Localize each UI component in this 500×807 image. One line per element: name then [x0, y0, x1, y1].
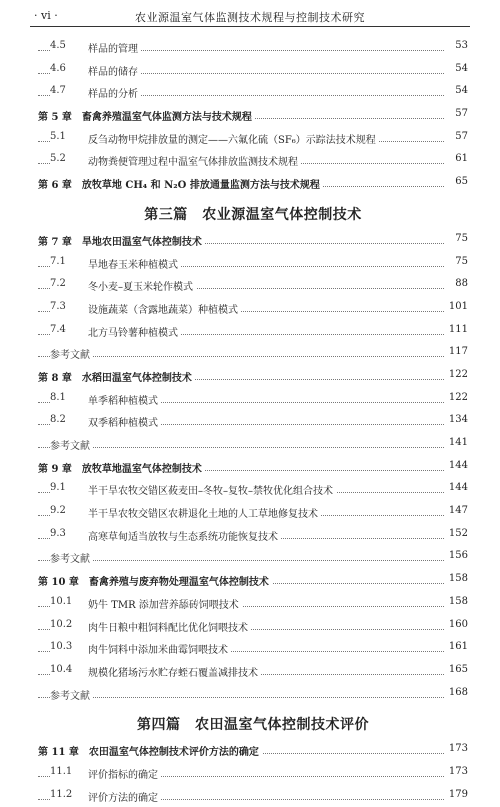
entry-number: 第 8 章 [38, 372, 72, 384]
toc-chapter-row[interactable] [38, 569, 468, 592]
toc-section-row[interactable] [38, 660, 468, 683]
entry-title: 样品的管理 [88, 44, 138, 55]
entry-number: 第 10 章 [38, 577, 79, 589]
toc-section-row[interactable] [38, 320, 468, 343]
entry-page: 165 [448, 663, 468, 675]
entry-title: 肉牛日粮中粗饲料配比优化饲喂技术 [88, 622, 248, 634]
entry-number: 9.2 [50, 505, 66, 517]
entry-page: 160 [448, 618, 468, 630]
entry-title: 畜禽养殖温室气体监测方法与技术规程 [81, 112, 252, 124]
entry-number: 第 7 章 [38, 236, 72, 248]
entry-page: 147 [448, 505, 468, 517]
toc-entry-text [50, 346, 93, 361]
toc-entry-text [38, 369, 195, 384]
leader-dots [38, 697, 444, 698]
toc-entry-text [38, 743, 262, 758]
entry-title: 设施蔬菜（含露地蔬菜）种植模式 [88, 304, 238, 316]
toc-section-row[interactable] [38, 252, 468, 275]
toc-entry-text [38, 233, 205, 248]
entry-page: 101 [448, 300, 468, 312]
entry-number: 7.2 [50, 278, 66, 290]
toc-entry-text [50, 324, 181, 339]
entry-page: 122 [448, 368, 468, 380]
entry-page: 144 [448, 459, 468, 471]
toc-entry-text [50, 40, 141, 55]
toc-reference-row[interactable] [38, 433, 468, 456]
toc-section-row[interactable] [38, 59, 468, 82]
toc-entry-text [50, 619, 251, 634]
leader-dots [38, 560, 444, 561]
toc-entry-text [38, 573, 272, 588]
running-header [30, 6, 470, 27]
toc-section-row[interactable] [38, 149, 468, 172]
leader-dots [38, 447, 444, 448]
entry-number: 7.3 [50, 300, 66, 312]
entry-page: 173 [448, 743, 468, 755]
entry-title: 动物粪便管理过程中温室气体排放监测技术规程 [88, 157, 298, 169]
entry-title: 放牧草地 CH₄ 和 N₂O 排放通量监测方法与技术规程 [81, 180, 320, 192]
toc-entry-text [50, 85, 141, 100]
entry-page: 179 [448, 788, 468, 800]
entry-number: 9.3 [50, 527, 66, 539]
toc-reference-row[interactable] [38, 546, 468, 569]
toc-section-row[interactable] [38, 592, 468, 615]
entry-title: 半干旱农牧交错区农耕退化土地的人工草地修复技术 [88, 509, 318, 521]
entry-title: 冬小麦–夏玉米轮作模式 [88, 282, 193, 294]
toc-entry-text [50, 789, 161, 804]
entry-number: 第 9 章 [38, 463, 72, 475]
entry-page: 144 [448, 482, 468, 494]
toc-section-row[interactable] [38, 762, 468, 785]
entry-page: 57 [455, 108, 468, 120]
entry-number: 8.1 [50, 391, 66, 403]
toc-entry-text [50, 550, 93, 565]
entry-page: 152 [448, 527, 468, 539]
toc-section-row[interactable] [38, 637, 468, 660]
toc-entry-text [50, 414, 161, 429]
toc-entry-text [50, 641, 231, 656]
toc-reference-row[interactable] [38, 342, 468, 365]
table-of-contents [38, 36, 468, 807]
entry-title: 放牧草地温室气体控制技术 [81, 463, 202, 475]
entry-page: 141 [448, 437, 468, 448]
entry-number: 10.2 [50, 618, 73, 630]
toc-entry-text [50, 687, 93, 702]
entry-number: 7.4 [50, 323, 66, 335]
entry-page: 158 [448, 573, 468, 585]
entry-title: 旱地农田温室气体控制技术 [81, 236, 202, 248]
toc-section-row[interactable] [38, 274, 468, 297]
toc-entry-text [50, 278, 196, 293]
toc-chapter-row[interactable] [38, 456, 468, 479]
entry-page: 111 [448, 323, 468, 335]
toc-section-row[interactable] [38, 501, 468, 524]
entry-title: 肉牛饲料中添加米曲霉饲喂技术 [88, 645, 228, 657]
toc-entry-text [50, 131, 379, 146]
entry-page: 65 [455, 176, 468, 188]
entry-page: 134 [448, 414, 468, 426]
entry-number: 10.3 [50, 641, 73, 653]
entry-title: 评价指标的确定 [88, 769, 158, 781]
entry-title: 旱地春玉米种植模式 [88, 259, 178, 271]
toc-entry-text [50, 63, 141, 78]
toc-section-row[interactable] [38, 81, 468, 104]
entry-title: 参考文献 [50, 441, 90, 452]
toc-reference-row[interactable] [38, 683, 468, 706]
entry-page: 54 [455, 62, 468, 74]
entry-title: 半干旱农牧交错区莜麦田–冬牧–复牧–禁牧优化组合技术 [88, 486, 333, 498]
toc-entry-text [38, 108, 255, 123]
toc-entry-text [50, 301, 241, 316]
toc-section-row[interactable] [38, 785, 468, 807]
entry-title: 样品的储存 [88, 66, 138, 78]
toc-entry-text [50, 596, 242, 611]
entry-page: 75 [455, 255, 468, 267]
toc-section-row[interactable] [38, 127, 468, 150]
toc-entry-text [50, 505, 321, 520]
entry-title: 高寒草甸适当放牧与生态系统功能恢复技术 [88, 531, 278, 543]
entry-page: 156 [448, 550, 468, 562]
entry-title: 评价方法的确定 [88, 792, 158, 804]
part-title: 第三篇 农业源温室气体控制技术 [144, 206, 362, 223]
toc-entry-text [50, 482, 336, 497]
entry-title: 农田温室气体控制技术评价方法的确定 [88, 747, 259, 759]
entry-number: 4.6 [50, 62, 66, 74]
toc-entry-text [50, 392, 161, 407]
entry-number: 第 11 章 [38, 747, 79, 759]
entry-title: 规模化猪场污水贮存蛭石覆盖减排技术 [88, 667, 258, 679]
entry-title: 反刍动物甲烷排放量的测定——六氟化硫（SF₆）示踪法技术规程 [88, 134, 376, 146]
entry-page: 88 [455, 278, 468, 290]
toc-chapter-row[interactable] [38, 365, 468, 388]
part-title: 第四篇 农田温室气体控制技术评价 [137, 717, 369, 734]
entry-page: 158 [448, 595, 468, 607]
entry-title: 双季稻种植模式 [88, 418, 158, 430]
entry-title: 单季稻种植模式 [88, 395, 158, 407]
toc-chapter-row[interactable] [38, 172, 468, 195]
part-heading [38, 195, 468, 229]
entry-title: 奶牛 TMR 添加营养舔砖饲喂技术 [88, 599, 239, 611]
entry-number: 10.4 [50, 663, 73, 675]
toc-section-row[interactable] [38, 297, 468, 320]
toc-chapter-row[interactable] [38, 104, 468, 127]
entry-title: 参考文献 [50, 690, 90, 702]
entry-number: 7.1 [50, 255, 66, 267]
toc-entry-text [50, 153, 301, 168]
toc-section-row[interactable] [38, 524, 468, 547]
entry-number: 9.1 [50, 482, 66, 494]
toc-section-row[interactable] [38, 388, 468, 411]
entry-title: 样品的分析 [88, 89, 138, 101]
toc-section-row[interactable] [38, 478, 468, 501]
entry-page: 54 [455, 85, 468, 97]
entry-page: 57 [455, 130, 468, 142]
entry-page: 53 [455, 40, 468, 51]
toc-entry-text [50, 766, 161, 781]
toc-chapter-row[interactable] [38, 739, 468, 762]
toc-entry-text [38, 176, 323, 191]
entry-page: 117 [448, 346, 468, 358]
entry-title: 水稻田温室气体控制技术 [81, 372, 192, 384]
entry-page: 161 [448, 641, 468, 653]
toc-section-row[interactable] [38, 615, 468, 638]
entry-number: 第 5 章 [38, 112, 72, 124]
part-heading [38, 705, 468, 739]
entry-number: 8.2 [50, 414, 66, 426]
toc-entry-text [50, 528, 281, 543]
toc-entry-text [50, 256, 181, 271]
toc-entry-text [50, 437, 93, 452]
entry-number: 第 6 章 [38, 180, 72, 192]
toc-section-row[interactable] [38, 36, 468, 59]
leader-dots [38, 356, 444, 357]
page-number: · vi · [34, 9, 58, 22]
entry-number: 4.5 [50, 40, 66, 51]
entry-number: 5.2 [50, 153, 66, 165]
entry-number: 11.1 [50, 765, 73, 777]
entry-page: 122 [448, 391, 468, 403]
entry-number: 10.1 [50, 595, 73, 607]
toc-chapter-row[interactable] [38, 229, 468, 252]
toc-entry-text [38, 460, 205, 475]
entry-title: 参考文献 [50, 554, 90, 566]
entry-number: 5.1 [50, 130, 66, 142]
entry-page: 173 [448, 765, 468, 777]
entry-page: 61 [455, 153, 468, 165]
entry-number: 4.7 [50, 85, 66, 97]
toc-entry-text [50, 664, 261, 679]
entry-title: 畜禽养殖与废弃物处理温室气体控制技术 [88, 577, 269, 589]
toc-section-row[interactable] [38, 410, 468, 433]
entry-title: 参考文献 [50, 350, 90, 362]
entry-page: 75 [455, 232, 468, 244]
book-title: 农业源温室气体监测技术规程与控制技术研究 [135, 11, 365, 24]
entry-title: 北方马铃薯种植模式 [88, 327, 178, 339]
entry-number: 11.2 [50, 788, 73, 800]
entry-page: 168 [448, 686, 468, 698]
